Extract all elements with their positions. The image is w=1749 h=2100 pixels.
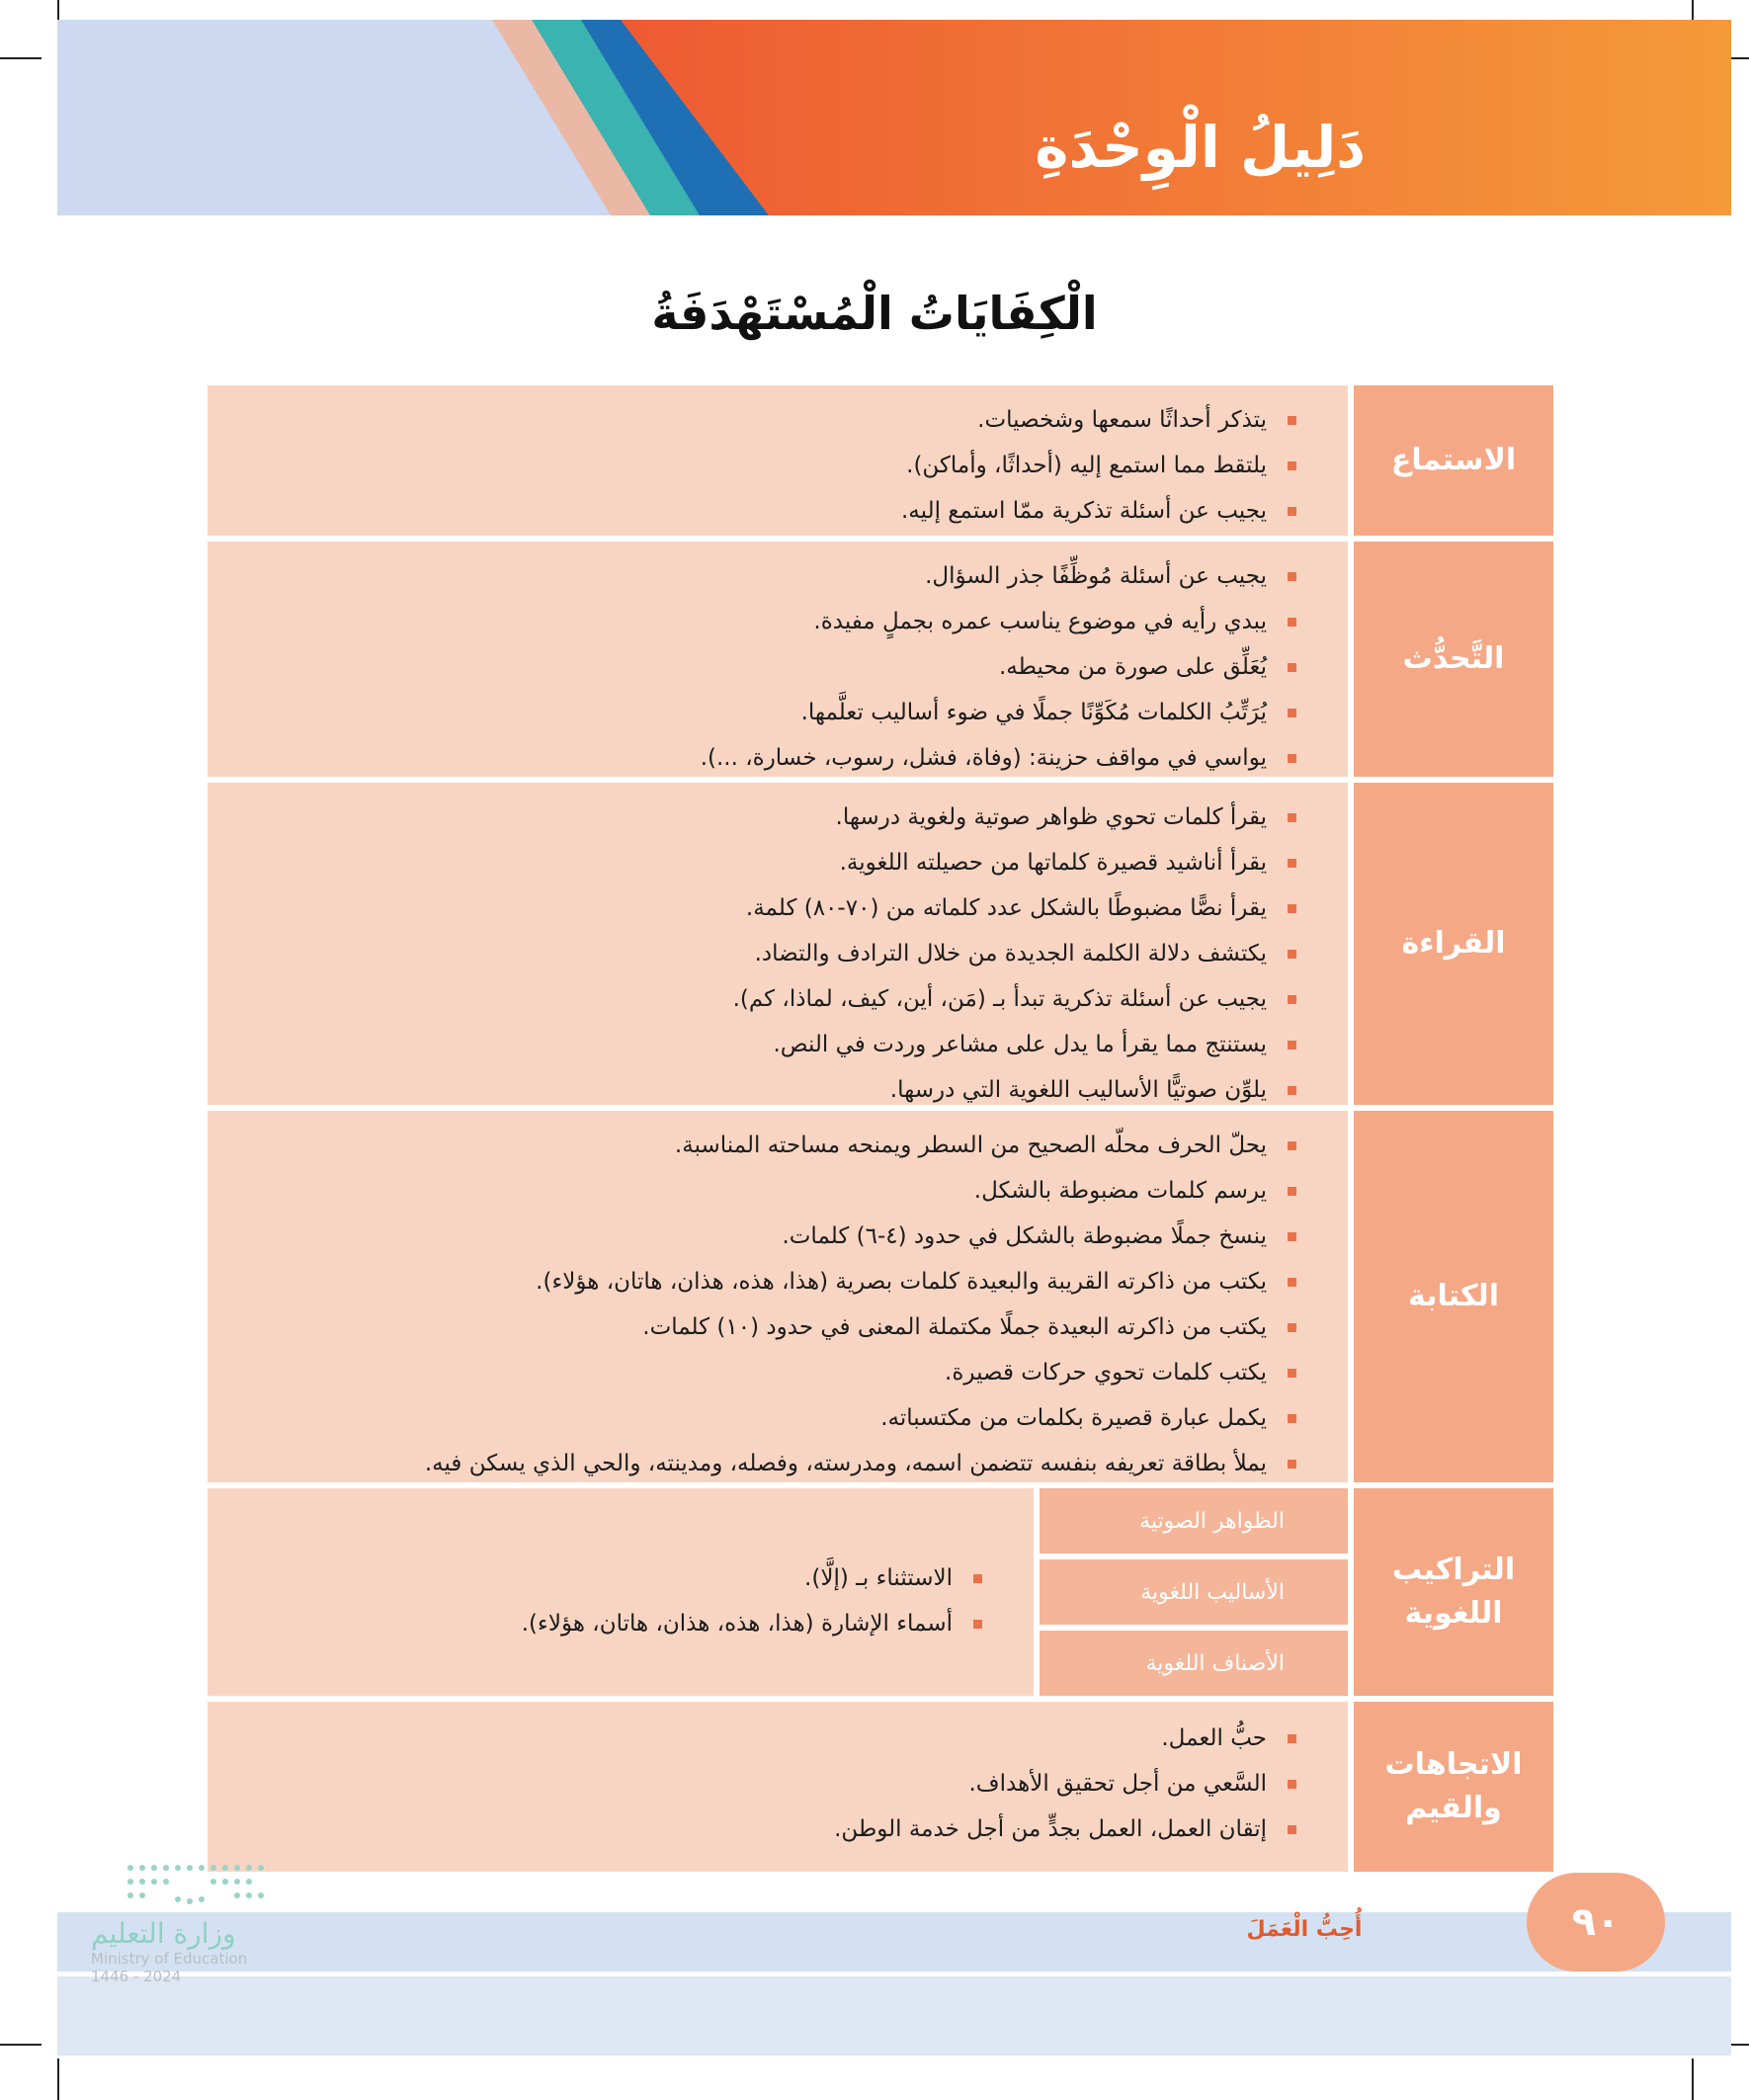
- crop-mark: [0, 2044, 42, 2046]
- list-item: يكمل عبارة قصيرة بكلمات من مكتسباته.: [227, 1395, 1300, 1441]
- footer-band: [57, 1976, 1731, 2056]
- row-body: [208, 1702, 1348, 1872]
- list-item: أسماء الإشارة (هذا، هذه، هذان، هاتان، هؤلاء).: [227, 1601, 986, 1646]
- list-item: يكتشف دلالة الكلمة الجديدة من خلال الترادف والتضاد.: [227, 931, 1300, 976]
- crop-mark: [1692, 2058, 1694, 2100]
- list-item: يواسي في مواقف حزينة: (وفاة، فشل، رسوب، خسارة، ...).: [227, 735, 1300, 781]
- row-writing: [208, 1111, 1553, 1482]
- list-item: يبدي رأيه في موضوع يناسب عمره بجملٍ مفيدة.: [227, 599, 1300, 644]
- row-reading: [208, 783, 1553, 1105]
- ministry-dots-icon: [121, 1858, 289, 1913]
- ministry-name-ar: وزارة التعليم: [91, 1917, 236, 1950]
- row-body: [208, 385, 1348, 536]
- row-label: [1354, 1488, 1553, 1696]
- list-item: يلتقط مما استمع إليه (أحداثًا، وأماكن).: [227, 443, 1300, 488]
- row-listening: [208, 385, 1553, 536]
- list-item: يتذكر أحداثًا سمعها وشخصيات.: [227, 397, 1300, 443]
- list-item: يقرأ نصًّا مضبوطًا بالشكل عدد كلماته من (٧٠-٨٠) كلمة.: [227, 885, 1300, 931]
- unit-guide-title: دَلِيلُ الْوِحْدَةِ: [1035, 114, 1366, 181]
- list-item: يجيب عن أسئلة تذكرية ممّا استمع إليه.: [227, 488, 1300, 534]
- crop-mark: [57, 2058, 59, 2100]
- list-item: يلوِّن صوتيًّا الأساليب اللغوية التي درسها.: [227, 1067, 1300, 1113]
- row-body: [208, 1111, 1348, 1482]
- footer-band: [57, 1912, 1731, 1972]
- row-label: [1354, 1702, 1553, 1872]
- list-item: يرسم كلمات مضبوطة بالشكل.: [227, 1168, 1300, 1214]
- row-body: [208, 1488, 1034, 1696]
- page-number: ٩٠: [1527, 1873, 1665, 1972]
- row-label-line: التراكيب: [1391, 1553, 1516, 1587]
- list-item: يجيب عن أسئلة مُوظِّفًا جذر السؤال.: [227, 553, 1300, 599]
- row-body: [208, 542, 1348, 777]
- sub-label-phonetic: الظواهر الصوتية: [1040, 1488, 1348, 1554]
- list-item: حبُّ العمل.: [227, 1716, 1300, 1761]
- crop-mark: [0, 57, 42, 59]
- list-item: إتقان العمل، العمل بجدٍّ من أجل خدمة الوطن.: [227, 1806, 1300, 1852]
- row-label-line: والقيم: [1405, 1791, 1502, 1825]
- list-item: يجيب عن أسئلة تذكرية تبدأ بـ (مَن، أين، كيف، لماذا، كم).: [227, 976, 1300, 1022]
- list-item: يكتب من ذاكرته القريبة والبعيدة كلمات بصرية (هذا، هذه، هذان، هاتان، هؤلاء).: [227, 1259, 1300, 1304]
- row-label-line: الاتجاهات: [1384, 1747, 1523, 1782]
- sub-label-styles: الأساليب اللغوية: [1040, 1559, 1348, 1625]
- row-values: [208, 1702, 1553, 1872]
- banner-graphic: [57, 20, 1731, 215]
- section-title: الْكِفَايَاتُ الْمُسْتَهْدَفَةُ: [651, 287, 1098, 340]
- unit-name: أُحِبُّ الْعَمَلَ: [1246, 1917, 1363, 1942]
- list-item: يكتب كلمات تحوي حركات قصيرة.: [227, 1350, 1300, 1395]
- list-item: يُرَتِّبُ الكلمات مُكَوِّنًا جملًا في ضوء أساليب تعلَّمها.: [227, 690, 1300, 735]
- sub-label-types: الأصناف اللغوية: [1040, 1631, 1348, 1696]
- list-item: يكتب من ذاكرته البعيدة جملًا مكتملة المعنى في حدود (١٠) كلمات.: [227, 1304, 1300, 1350]
- ministry-year: 2024 - 1446: [91, 1968, 182, 1985]
- row-body: [208, 783, 1348, 1105]
- row-structures: [208, 1488, 1553, 1696]
- list-item: السَّعي من أجل تحقيق الأهداف.: [227, 1761, 1300, 1806]
- list-item: يقرأ أناشيد قصيرة كلماتها من حصيلته اللغوية.: [227, 840, 1300, 885]
- list-item: الاستثناء بـ (إلَّا).: [227, 1555, 986, 1601]
- row-label: الاستماع: [1354, 385, 1553, 536]
- list-item: يستنتج مما يقرأ ما يدل على مشاعر وردت في النص.: [227, 1022, 1300, 1067]
- header-banner: [57, 20, 1731, 215]
- list-item: ينسخ جملًا مضبوطة بالشكل في حدود (٤-٦) كلمات.: [227, 1214, 1300, 1259]
- ministry-logo: [91, 1858, 289, 1985]
- row-label: الكتابة: [1354, 1111, 1553, 1482]
- row-speaking: [208, 542, 1553, 777]
- list-item: يحلّ الحرف محلّه الصحيح من السطر ويمنحه مساحته المناسبة.: [227, 1123, 1300, 1168]
- row-label-line: اللغوية: [1404, 1596, 1503, 1631]
- list-item: يقرأ كلمات تحوي ظواهر صوتية ولغوية درسها.: [227, 795, 1300, 840]
- ministry-name-en: Ministry of Education: [91, 1950, 248, 1968]
- list-item: يملأ بطاقة تعريفه بنفسه تتضمن اسمه، ومدرسته، وفصله، ومدينته، والحي الذي يسكن فيه.: [227, 1441, 1300, 1486]
- list-item: يُعَلِّق على صورة من محيطه.: [227, 644, 1300, 690]
- row-label: التَّحدُّث: [1354, 542, 1553, 777]
- row-label: القراءة: [1354, 783, 1553, 1105]
